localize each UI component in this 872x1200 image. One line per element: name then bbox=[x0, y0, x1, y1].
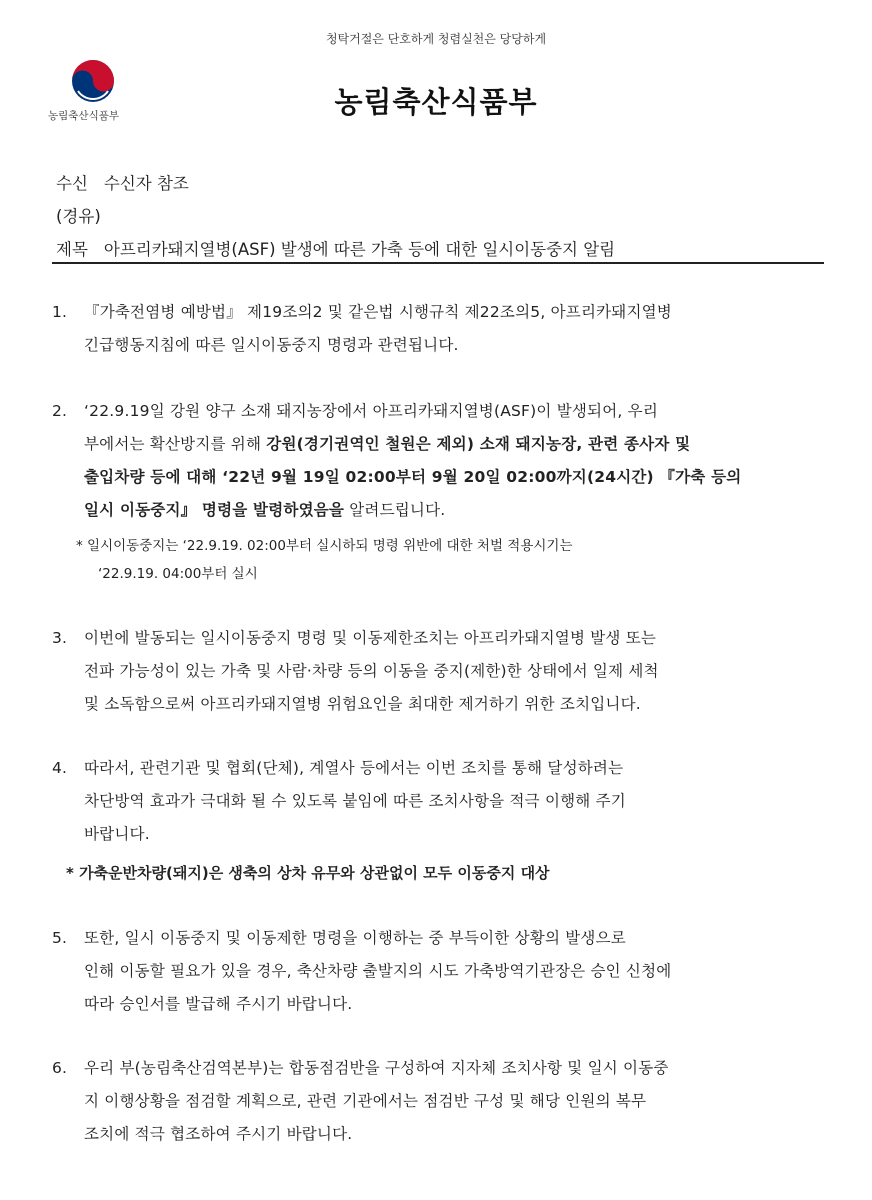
paragraph-4 bbox=[52, 752, 828, 851]
paragraph-number: 4. bbox=[52, 759, 68, 777]
paragraph-text: 알려드립니다. bbox=[344, 501, 446, 519]
paragraph-3 bbox=[52, 622, 828, 721]
paragraph-line: 조치에 적극 협조하여 주시기 바랍니다. bbox=[84, 1125, 353, 1143]
document-meta bbox=[56, 172, 826, 271]
paragraph-line: ‘22.9.19일 강원 양구 소재 돼지농장에서 아프리카돼지열병(ASF)이 발생되어, 우리 bbox=[84, 402, 659, 420]
logo-caption: 농림축산식품부 bbox=[48, 110, 120, 122]
paragraph-1 bbox=[52, 296, 828, 362]
paragraph-6 bbox=[52, 1052, 828, 1151]
note-line: ‘22.9.19. 04:00부터 실시 bbox=[98, 566, 258, 582]
recipient-row bbox=[56, 172, 826, 205]
paragraph-line: 전파 가능성이 있는 가축 및 사람·차량 등의 이동을 중지(제한)한 상태에서 일제 세척 bbox=[84, 662, 659, 680]
subject-label: 제목 bbox=[56, 240, 88, 259]
paragraph-text: 부에서는 확산방지를 위해 bbox=[84, 435, 267, 453]
paragraph-line: 이번에 발동되는 일시이동중지 명령 및 이동제한조치는 아프리카돼지열병 발생 또는 bbox=[84, 629, 657, 647]
paragraph-line: 우리 부(농림축산검역본부)는 합동점검반을 구성하여 지자체 조치사항 및 일시 이동중 bbox=[84, 1059, 669, 1077]
paragraph-line bbox=[52, 428, 828, 461]
paragraph-line: 바랍니다. bbox=[84, 825, 150, 843]
paragraph-bold-text: 일시 이동중지』 명령을 발령하였음을 bbox=[84, 501, 345, 519]
subject-value: 아프리카돼지열병(ASF) 발생에 따른 가축 등에 대한 일시이동중지 알림 bbox=[103, 240, 616, 259]
paragraph-line: 인해 이동할 필요가 있을 경우, 축산차량 출발지의 시도 가축방역기관장은 승인 신청에 bbox=[84, 962, 672, 980]
recipient-label: 수신 bbox=[56, 174, 88, 193]
ministry-title: 농림축산식품부 bbox=[334, 85, 538, 119]
paragraph-number: 5. bbox=[52, 929, 68, 947]
subject-row bbox=[56, 238, 826, 271]
paragraph-2 bbox=[52, 395, 828, 527]
paragraph-line: 차단방역 효과가 극대화 될 수 있도록 붙임에 따른 조치사항을 적극 이행해 주기 bbox=[84, 792, 626, 810]
slogan: 청탁거절은 단호하게 청렴실천은 당당하게 bbox=[325, 32, 547, 46]
paragraph-line bbox=[52, 494, 828, 527]
paragraph-line: 및 소독함으로써 아프리카돼지열병 위험요인을 최대한 제거하기 위한 조치입니다. bbox=[84, 695, 641, 713]
header-divider bbox=[52, 262, 824, 264]
paragraph-number: 3. bbox=[52, 629, 68, 647]
recipient-value: 수신자 참조 bbox=[103, 174, 189, 193]
note-vehicle-suspension: * 가축운반차량(돼지)은 생축의 상차 유무와 상관없이 모두 이동중지 대상 bbox=[66, 864, 550, 882]
paragraph-line: 긴급행동지침에 따른 일시이동중지 명령과 관련됩니다. bbox=[84, 336, 459, 354]
via-row bbox=[56, 205, 826, 238]
paragraph-line: 『가축전염병 예방법』 제19조의2 및 같은법 시행규칙 제22조의5, 아프리카돼지열병 bbox=[84, 303, 672, 321]
paragraph-5 bbox=[52, 922, 828, 1021]
paragraph-bold-line: 출입차량 등에 대해 ‘22년 9월 19일 02:00부터 9월 20일 02:00까지(24시간) 『가축 등의 bbox=[84, 468, 742, 486]
note-line: * 일시이동중지는 ‘22.9.19. 02:00부터 실시하되 명령 위반에 대한 처벌 적용시기는 bbox=[76, 538, 573, 554]
paragraph-line: 또한, 일시 이동중지 및 이동제한 명령을 이행하는 중 부득이한 상황의 발생으로 bbox=[84, 929, 626, 947]
paragraph-line: 따라서, 관련기관 및 협회(단체), 계열사 등에서는 이번 조치를 통해 달성하려는 bbox=[84, 759, 624, 777]
paragraph-line: 따라 승인서를 발급해 주시기 바랍니다. bbox=[84, 995, 353, 1013]
paragraph-number: 1. bbox=[52, 303, 68, 321]
note-suspension-period bbox=[76, 532, 836, 588]
paragraph-number: 2. bbox=[52, 402, 68, 420]
paragraph-bold-text: 강원(경기권역인 철원은 제외) 소재 돼지농장, 관련 종사자 및 bbox=[266, 435, 691, 453]
paragraph-number: 6. bbox=[52, 1059, 68, 1077]
via-label: (경유) bbox=[56, 207, 101, 226]
paragraph-line: 지 이행상황을 점검할 계획으로, 관련 기관에서는 점검반 구성 및 해당 인원의 복무 bbox=[84, 1092, 647, 1110]
